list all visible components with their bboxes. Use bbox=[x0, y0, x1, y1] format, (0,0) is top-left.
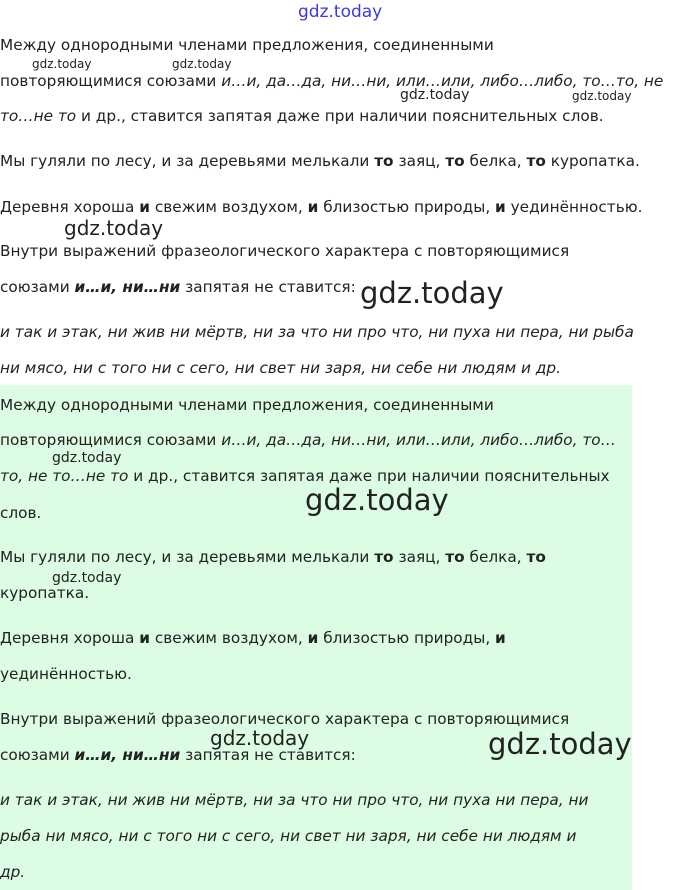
example-text: свежим воздухом, bbox=[150, 629, 308, 647]
answer-example3-line2 bbox=[0, 826, 576, 846]
watermark: gdz.today bbox=[400, 87, 470, 103]
conjunction-list: и…и, ни…ни bbox=[74, 746, 181, 764]
example-text: близостью природы, bbox=[318, 629, 496, 647]
example-text: куропатка. bbox=[0, 584, 90, 602]
idiom-list: и так и этак, ни жив ни мёртв, ни за что ни про что, ни пуха ни пера, ни рыба bbox=[0, 323, 634, 341]
example-text: Деревня хороша bbox=[0, 629, 140, 647]
answer-example3-line3 bbox=[0, 862, 25, 882]
watermark: gdz.today bbox=[52, 570, 122, 586]
conjunction-list: и…и, да…да, ни…ни, или…или, либо…либо, то… bbox=[221, 431, 616, 449]
idiom-list: и так и этак, ни жив ни мёртв, ни за что ни про что, ни пуха ни пера, ни bbox=[0, 791, 589, 809]
watermark: gdz.today bbox=[572, 89, 632, 103]
rule2-text: Внутри выражений фразеологического характера с повторяющимися bbox=[0, 242, 570, 260]
watermark: gdz.today bbox=[52, 450, 122, 466]
rule2-text: союзами bbox=[0, 746, 75, 764]
rule2-text: Внутри выражений фразеологического характера с повторяющимися bbox=[0, 710, 570, 728]
conjunction-i: и bbox=[495, 629, 506, 647]
watermark-top: gdz.today bbox=[298, 2, 383, 22]
watermark: gdz.today bbox=[32, 57, 92, 71]
watermark: gdz.today bbox=[210, 726, 310, 750]
example-text: уединённостью. bbox=[505, 198, 643, 216]
conjunction-i: и bbox=[495, 198, 506, 216]
rule1-text: и др., ставится запятая даже при наличии пояснительных слов. bbox=[76, 107, 604, 125]
conjunction-to: то bbox=[374, 152, 394, 170]
example-text: белка, bbox=[464, 152, 527, 170]
conjunction-to: то bbox=[445, 548, 465, 566]
conjunction-list: то…не то bbox=[0, 107, 77, 125]
rule1-text: повторяющимися союзами bbox=[0, 431, 222, 449]
conjunction-list: и…и, ни…ни bbox=[74, 278, 181, 296]
rule2-line1 bbox=[0, 241, 569, 261]
watermark: gdz.today bbox=[64, 216, 164, 240]
rule1-text: и др., ставится запятая даже при наличии пояснительных bbox=[128, 467, 610, 485]
idiom-list: др. bbox=[0, 863, 26, 881]
rule2-text: запятая не ставится: bbox=[180, 278, 356, 296]
watermark: gdz.today bbox=[360, 276, 504, 310]
answer-example1-line1 bbox=[0, 547, 546, 567]
example-text: уединённостью. bbox=[0, 665, 132, 683]
conjunction-to: то bbox=[374, 548, 394, 566]
example-text: куропатка. bbox=[545, 152, 640, 170]
answer-example2-line1 bbox=[0, 628, 506, 648]
rule1-line2 bbox=[0, 71, 663, 91]
example-text: заяц, bbox=[393, 152, 446, 170]
example-text: белка, bbox=[464, 548, 527, 566]
example-text: близостью природы, bbox=[318, 198, 496, 216]
conjunction-i: и bbox=[307, 629, 319, 647]
watermark: gdz.today bbox=[488, 727, 632, 761]
rule2-text: запятая не ставится: bbox=[180, 746, 356, 764]
watermark: gdz.today bbox=[305, 483, 449, 517]
example-text: заяц, bbox=[393, 548, 446, 566]
answer-rule1-line4 bbox=[0, 503, 41, 523]
answer-rule1-line1 bbox=[0, 395, 494, 415]
example2-line1 bbox=[0, 197, 642, 217]
example-text: Мы гуляли по лесу, и за деревьями мелькали bbox=[0, 152, 375, 170]
example1-line1 bbox=[0, 151, 640, 171]
conjunction-to: то bbox=[526, 548, 546, 566]
example-text: свежим воздухом, bbox=[150, 198, 308, 216]
conjunction-i: и bbox=[139, 198, 150, 216]
idiom-list: рыба ни мясо, ни с того ни с сего, ни свет ни заря, ни себе ни людям и bbox=[0, 827, 577, 845]
conjunction-i: и bbox=[139, 629, 150, 647]
watermark: gdz.today bbox=[172, 57, 232, 71]
answer-example2-line2 bbox=[0, 664, 132, 684]
rule1-text: слов. bbox=[0, 504, 42, 522]
idiom-list: ни мясо, ни с того ни с сего, ни свет ни заря, ни себе ни людям и др. bbox=[0, 359, 561, 377]
rule1-line1 bbox=[0, 35, 494, 55]
rule1-line3 bbox=[0, 106, 604, 126]
conjunction-list: то, не то…не то bbox=[0, 467, 129, 485]
conjunction-i: и bbox=[307, 198, 319, 216]
conjunction-to: то bbox=[526, 152, 546, 170]
rule1-text: повторяющимися союзами bbox=[0, 72, 222, 90]
example3-line2 bbox=[0, 358, 561, 378]
answer-rule1-line2 bbox=[0, 430, 616, 450]
answer-example3-line1 bbox=[0, 790, 588, 810]
rule2-line2 bbox=[0, 277, 356, 297]
rule2-text: союзами bbox=[0, 278, 75, 296]
example-text: Деревня хороша bbox=[0, 198, 140, 216]
example-text: Мы гуляли по лесу, и за деревьями мелькали bbox=[0, 548, 375, 566]
rule1-text: Между однородными членами предложения, соединенными bbox=[0, 36, 494, 54]
conjunction-list: и…и, да…да, ни…ни, или…или, либо…либо, то…то, не bbox=[221, 72, 664, 90]
answer-example1-line2 bbox=[0, 583, 89, 603]
example3-line1 bbox=[0, 322, 634, 342]
rule1-text: Между однородными членами предложения, соединенными bbox=[0, 396, 494, 414]
conjunction-to: то bbox=[445, 152, 465, 170]
